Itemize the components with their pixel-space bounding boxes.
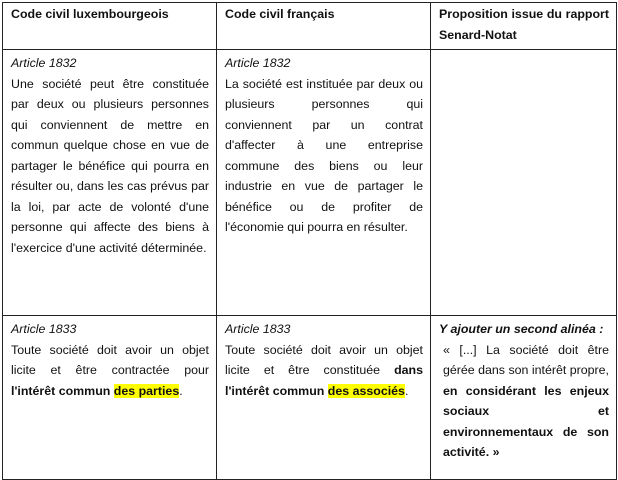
- article-text: La société est instituée par deux ou plusieurs personnes qui conviennent par un contrat d'affecter à une entreprise commune des biens ou leur industrie en vue de partager le bénéfice ou de profiter de l'économie qui pourra en résulter.: [225, 76, 423, 234]
- cell-fr-1832: [217, 50, 431, 316]
- article-number: Article 1832: [225, 56, 291, 70]
- proposal-intro: Y ajouter un second alinéa :: [439, 322, 604, 336]
- article-number: Article 1833: [11, 322, 77, 336]
- article-text-bold: l'intérêt commun: [11, 383, 114, 398]
- cell-lux-1832: [3, 50, 217, 316]
- proposal-quote-bold: en considérant les enjeux sociaux et environnementaux de son activité. »: [443, 383, 609, 459]
- highlighted-text: des parties: [113, 383, 180, 398]
- cell-fr-1833: [217, 316, 431, 480]
- table-row: [3, 50, 617, 316]
- article-text-bold: dans l'intérêt commun: [225, 363, 423, 398]
- article-text: [11, 340, 209, 402]
- cell-proposal-1832: [431, 50, 617, 316]
- article-text: [225, 340, 423, 402]
- header-fr: Code civil français: [217, 3, 431, 50]
- article-number: Article 1833: [225, 322, 291, 336]
- cell-proposal-1833: [431, 316, 617, 480]
- article-text-end: .: [404, 383, 409, 398]
- proposal-quote: [439, 340, 609, 463]
- article-text-end: .: [179, 383, 183, 398]
- proposal-quote-plain: « [...] La société doit être gérée dans son intérêt propre,: [443, 342, 610, 377]
- cell-lux-1833: [3, 316, 217, 480]
- article-number: Article 1832: [11, 56, 77, 70]
- article-text-plain: Toute société doit avoir un objet licite et être constituée: [225, 342, 423, 377]
- table-row: [3, 316, 617, 480]
- article-text-plain: Toute société doit avoir un objet licite et être contractée pour: [11, 342, 209, 377]
- comparison-table: [2, 2, 617, 480]
- header-proposal: Proposition issue du rapport Senard-Notat: [431, 3, 617, 50]
- header-lux: Code civil luxembourgeois: [3, 3, 217, 50]
- highlighted-text: des associés: [327, 383, 405, 398]
- header-row: [3, 3, 617, 50]
- article-text: Une société peut être constituée par deux ou plusieurs personnes qui conviennent de mettre en commun quelque chose en vue de partager le bénéfice qui pourra en résulter ou, dans les cas prévus par la loi, par acte de volonté d'une personne qui affecte des biens à l'exercice d'une activité déterminée.: [11, 76, 209, 255]
